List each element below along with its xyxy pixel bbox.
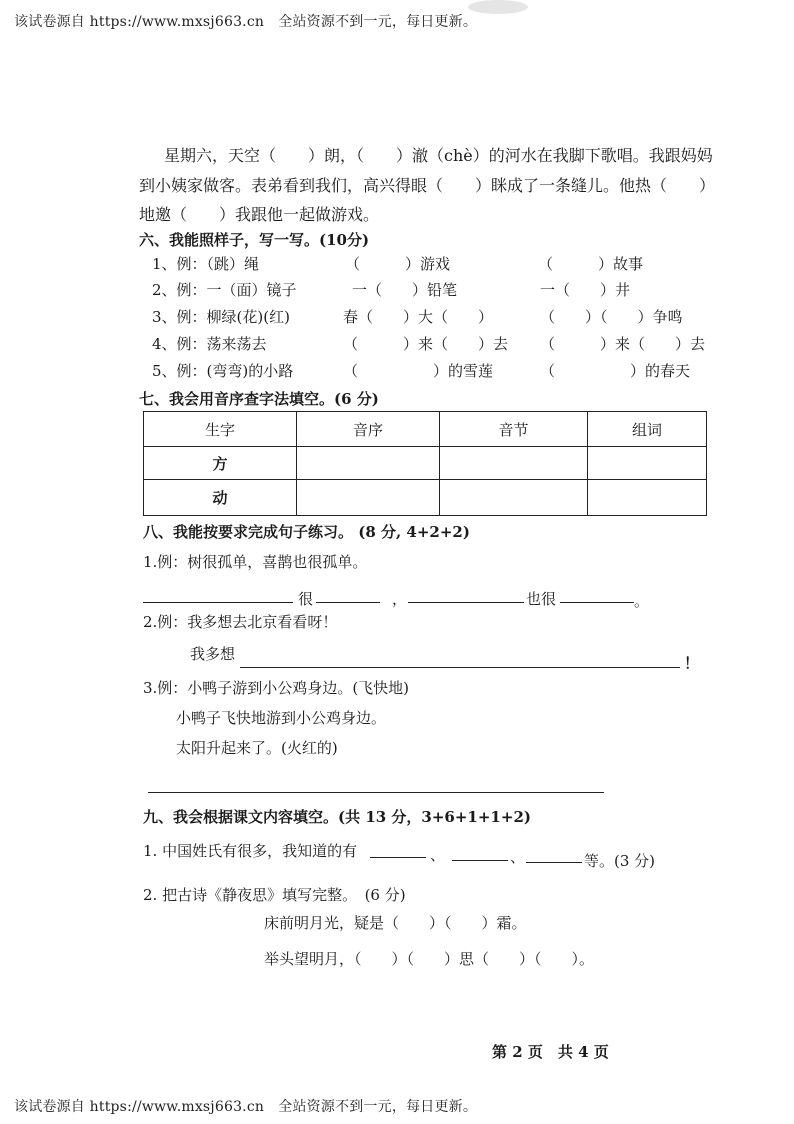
section-6-title: 六、我能照样子，写一写。(10分): [139, 231, 370, 249]
passage-line-3: 地邀（ ）我跟他一起做游戏。: [139, 205, 380, 224]
table-row-char: 动: [144, 480, 297, 516]
table-header-char: 生字: [144, 412, 297, 447]
table-header-word: 组词: [588, 412, 707, 447]
s9-q1-text: 1. 中国姓氏有很多，我知道的有: [143, 842, 358, 860]
table-header-syllable: 音节: [440, 412, 588, 447]
s8-q1-word-yehen: 也很: [526, 590, 557, 608]
s6-row3-example: 3、例：柳绿(花)(红): [152, 308, 290, 326]
passage-line-1: 星期六，天空（ ）朗，（ ）澈（chè）的河水在我脚下歌唱。我跟妈妈: [164, 146, 713, 165]
poem-line-2: 举头望明月，（ ）（ ）思（ ）（ ）。: [264, 950, 595, 968]
section-7-title: 七、我会用音序查字法填空。(6 分): [139, 390, 379, 408]
s6-row1-blank-a: （ ）游戏: [345, 255, 451, 273]
s9-q1-end: 等。(3 分): [584, 852, 656, 870]
s8-q1-example: 1.例：树很孤单，喜鹊也很孤单。: [143, 553, 368, 571]
s8-q3-example-answer: 小鸭子飞快地游到小公鸡身边。: [176, 709, 387, 727]
s6-row1-example: 1、例：（跳）绳: [152, 255, 260, 273]
s9-q1-sep-2: 、: [510, 848, 526, 866]
s6-row4-blank-a: （ ）来（ ）去: [343, 335, 509, 353]
s8-q2-example: 2.例：我多想去北京看看呀！: [143, 613, 338, 631]
s8-q1-word-hen: 很: [298, 590, 314, 608]
s6-row4-blank-b: （ ）来（ ）去: [540, 335, 706, 353]
page-number: 第 2 页 共 4 页: [492, 1043, 609, 1061]
poem-line-1: 床前明月光，疑是（ ）（ ）霜。: [264, 914, 527, 932]
s8-q1-blank-3[interactable]: [408, 602, 524, 603]
s8-q1-comma: ，: [392, 590, 408, 608]
table-cell-input[interactable]: [588, 480, 707, 516]
s9-q2-text: 2. 把古诗《静夜思》填写完整。 (6 分): [143, 886, 406, 904]
s6-row5-blank-b: （ ）的春天: [540, 362, 691, 380]
section-9-title: 九、我会根据课文内容填空。(共 13 分，3+6+1+1+2): [143, 808, 531, 826]
s9-q1-sep-1: 、: [430, 846, 446, 864]
table-cell-input[interactable]: [440, 447, 588, 480]
table-cell-input[interactable]: [588, 447, 707, 480]
s6-row5-example: 5、例：(弯弯)的小路: [152, 362, 294, 380]
s8-q2-answer-line[interactable]: [240, 667, 680, 668]
table-cell-input[interactable]: [297, 480, 440, 516]
s9-q1-blank-1[interactable]: [370, 857, 426, 858]
source-header: 该试卷源自 https://www.mxsj663.cn 全站资源不到一元，每日更新。: [14, 14, 478, 30]
s6-row5-blank-a: （ ）的雪莲: [343, 362, 494, 380]
table-row-char: 方: [144, 447, 297, 480]
s6-row3-blank-b: （ ）（ ）争鸣: [540, 308, 683, 326]
s8-q1-blank-1[interactable]: [143, 602, 293, 603]
s6-row2-example: 2、例：一（面）镜子: [152, 281, 297, 299]
s8-q1-blank-2[interactable]: [316, 602, 380, 603]
s8-q1-blank-4[interactable]: [560, 602, 634, 603]
table-cell-input[interactable]: [297, 447, 440, 480]
s6-row4-example: 4、例：荡来荡去: [152, 335, 267, 353]
passage-line-2: 到小姨家做客。表弟看到我们，高兴得眼（ ）眯成了一条缝儿。他热（ ）: [139, 176, 716, 195]
s6-row1-blank-b: （ ）故事: [538, 255, 644, 273]
s8-q2-prefix: 我多想: [190, 645, 236, 663]
s8-q3-example: 3.例：小鸭子游到小公鸡身边。(飞快地): [143, 679, 410, 697]
table-cell-input[interactable]: [440, 480, 588, 516]
s9-q1-blank-3[interactable]: [526, 862, 582, 863]
source-footer: 该试卷源自 https://www.mxsj663.cn 全站资源不到一元，每日更新。: [14, 1099, 478, 1115]
table-header-initial: 音序: [297, 412, 440, 447]
s8-q2-exclaim: ！: [684, 654, 700, 672]
s6-row2-blank-b: 一（ ）井: [540, 281, 631, 299]
s8-q1-period: 。: [634, 592, 650, 610]
s8-q3-answer-line[interactable]: [148, 792, 604, 793]
scan-smudge: [468, 0, 528, 14]
s8-q3-task: 太阳升起来了。(火红的): [176, 739, 338, 757]
s6-row3-blank-a: 春（ ）大（ ）: [343, 308, 494, 326]
section-8-title: 八、我能按要求完成句子练习。 (8 分, 4+2+2): [143, 523, 470, 541]
phonetic-order-table: [143, 411, 707, 516]
s9-q1-blank-2[interactable]: [452, 860, 508, 861]
s6-row2-blank-a: 一（ ）铅笔: [352, 281, 458, 299]
